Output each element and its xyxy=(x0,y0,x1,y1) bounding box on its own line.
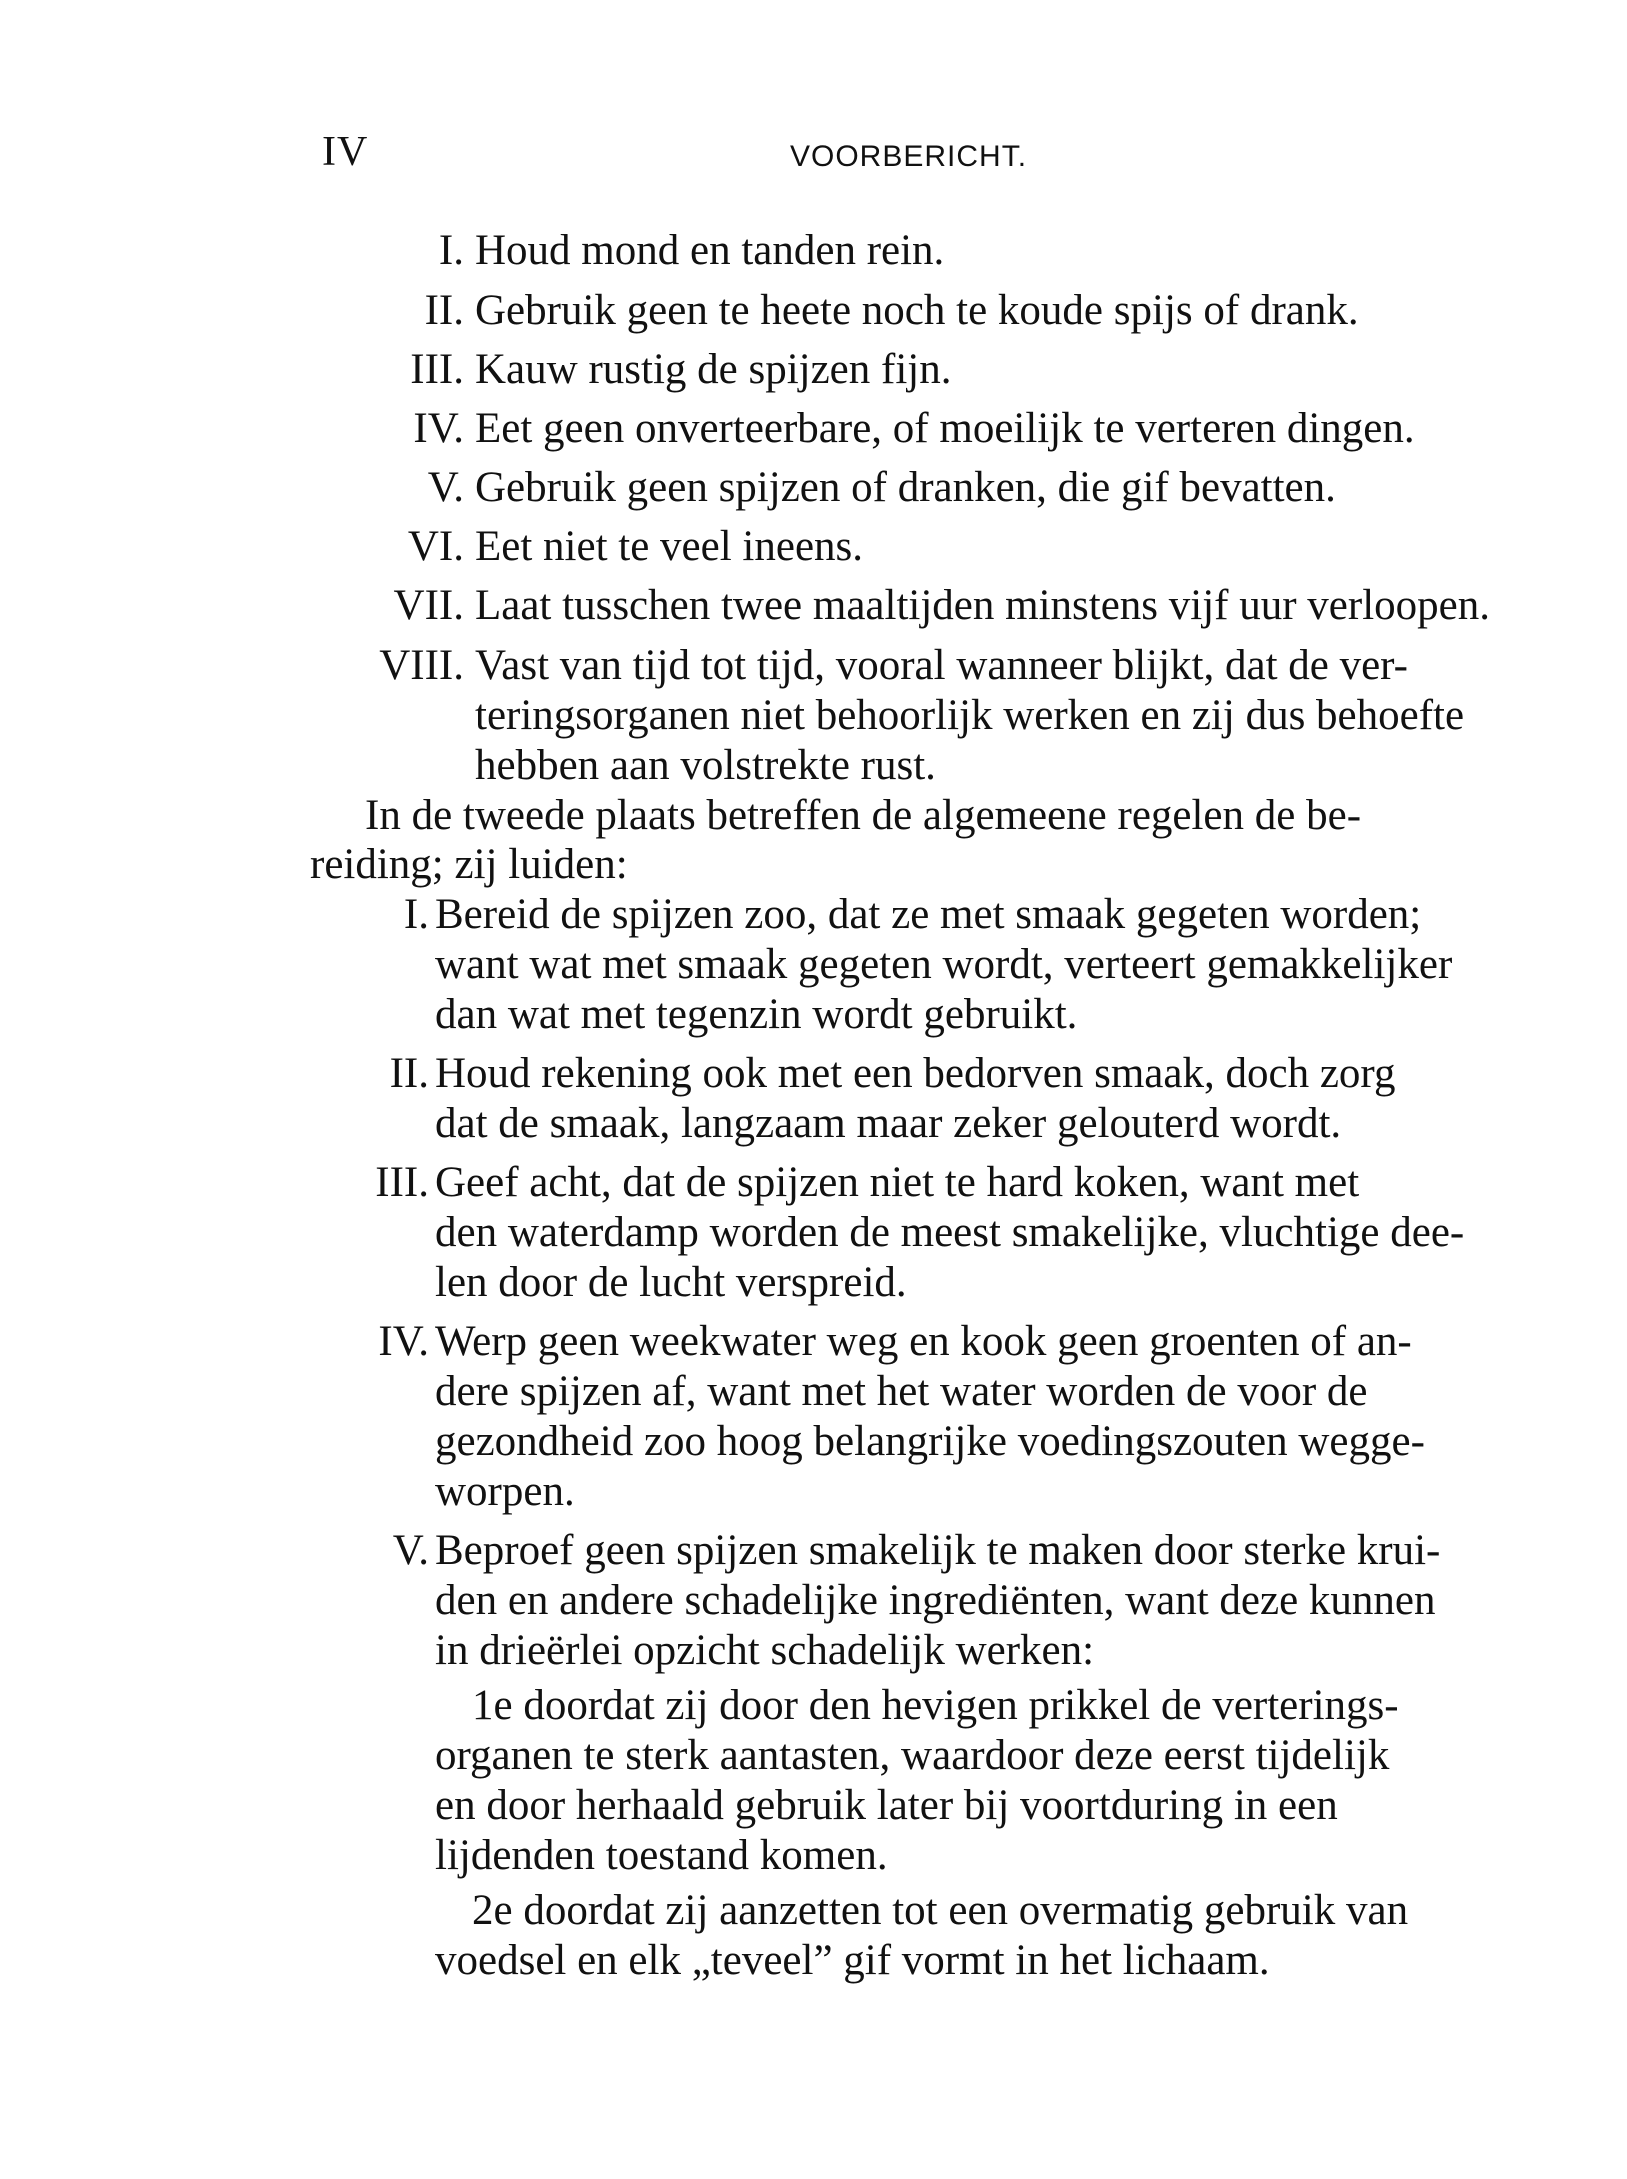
item-text: Beproef geen spijzen smakelijk te maken door sterke krui- xyxy=(435,1527,1441,1574)
item-text: Houd rekening ook met een bedorven smaak, doch zorg xyxy=(435,1050,1396,1097)
item-text-continuation: dere spijzen af, want met het water worden de voor de xyxy=(435,1368,1368,1415)
item-text: Gebruik geen te heete noch te koude spijs of drank. xyxy=(475,287,1359,334)
sublist-continuation: organen te sterk aantasten, waardoor deze eerst tijdelijk xyxy=(435,1732,1390,1779)
item-number: III. xyxy=(375,1159,429,1206)
sublist-item: 1e doordat zij door den hevigen prikkel de verterings- xyxy=(472,1682,1399,1729)
item-text: Vast van tijd tot tijd, vooral wanneer blijkt, dat de ver- xyxy=(475,642,1408,689)
item-number: VI. xyxy=(407,523,464,570)
item-number: I. xyxy=(438,227,464,274)
item-text-continuation: den waterdamp worden de meest smakelijke, vluchtige dee- xyxy=(435,1209,1465,1256)
item-text-continuation: worpen. xyxy=(435,1468,575,1515)
item-text: Eet geen onverteerbare, of moeilijk te verteren dingen. xyxy=(475,405,1415,452)
item-text: Gebruik geen spijzen of dranken, die gif bevatten. xyxy=(475,464,1336,511)
item-number: II. xyxy=(389,1050,429,1097)
item-text-continuation: dat de smaak, langzaam maar zeker gelouterd wordt. xyxy=(435,1100,1342,1147)
item-number: II. xyxy=(424,287,464,334)
item-text: Laat tusschen twee maaltijden minstens vijf uur verloopen. xyxy=(475,582,1490,629)
item-text-continuation: teringsorganen niet behoorlijk werken en zij dus behoefte xyxy=(475,692,1465,739)
item-text: Kauw rustig de spijzen fijn. xyxy=(475,346,952,393)
item-text: Houd mond en tanden rein. xyxy=(475,227,945,274)
page-number: IV xyxy=(322,129,369,175)
item-text: Geef acht, dat de spijzen niet te hard koken, want met xyxy=(435,1159,1360,1206)
paragraph-line: In de tweede plaats betreffen de algemeene regelen de be- xyxy=(365,792,1362,839)
item-text-continuation: want wat met smaak gegeten wordt, verteert gemakkelijker xyxy=(435,941,1453,988)
item-text: Werp geen weekwater weg en kook geen groenten of an- xyxy=(435,1318,1412,1365)
item-text-continuation: gezondheid zoo hoog belangrijke voedingszouten wegge- xyxy=(435,1418,1425,1465)
paragraph-line: reiding; zij luiden: xyxy=(310,841,628,888)
item-number: III. xyxy=(410,346,464,393)
item-number: V. xyxy=(427,464,464,511)
item-number: VIII. xyxy=(379,642,464,689)
item-text: Bereid de spijzen zoo, dat ze met smaak gegeten worden; xyxy=(435,891,1422,938)
item-text-continuation: in drieërlei opzicht schadelijk werken: xyxy=(435,1627,1095,1674)
item-text-continuation: len door de lucht verspreid. xyxy=(435,1259,907,1306)
item-text: Eet niet te veel ineens. xyxy=(475,523,864,570)
sublist-item: 2e doordat zij aanzetten tot een overmatig gebruik van xyxy=(472,1887,1409,1934)
sublist-continuation: voedsel en elk „teveel” gif vormt in het lichaam. xyxy=(435,1937,1270,1984)
sublist-continuation: lijdenden toestand komen. xyxy=(435,1832,888,1879)
item-number: IV. xyxy=(378,1318,429,1365)
item-number: I. xyxy=(403,891,429,938)
item-text-continuation: hebben aan volstrekte rust. xyxy=(475,742,936,789)
item-number: V. xyxy=(392,1527,429,1574)
item-text-continuation: den en andere schadelijke ingrediënten, want deze kunnen xyxy=(435,1577,1436,1624)
sublist-continuation: en door herhaald gebruik later bij voortduring in een xyxy=(435,1782,1338,1829)
item-number: VII. xyxy=(393,582,464,629)
item-text-continuation: dan wat met tegenzin wordt gebruikt. xyxy=(435,991,1078,1038)
item-number: IV. xyxy=(413,405,464,452)
running-head: VOORBERICHT. xyxy=(790,140,1028,173)
